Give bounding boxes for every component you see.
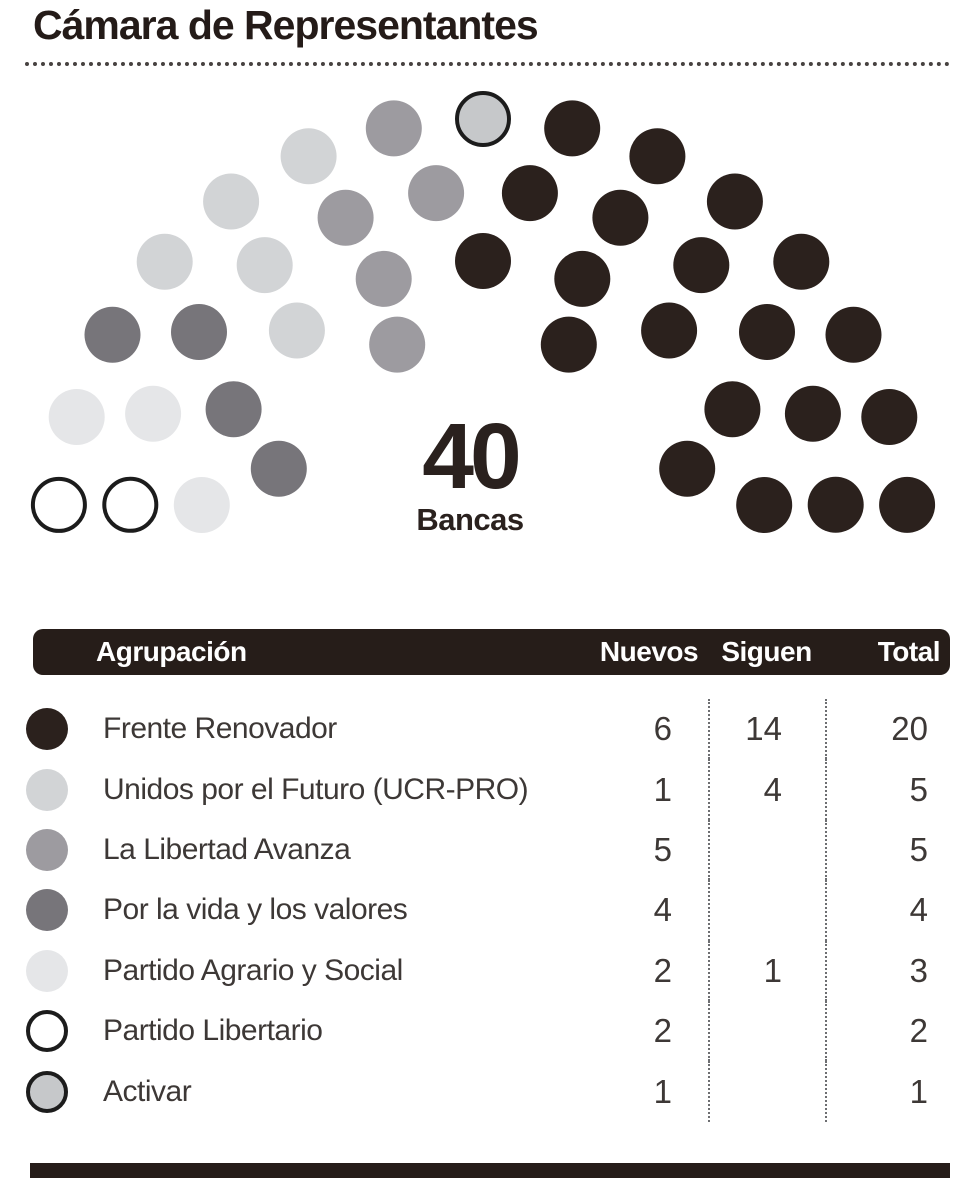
page-title: Cámara de Representantes bbox=[33, 2, 538, 48]
seat-agrario bbox=[49, 389, 105, 445]
value-siguen bbox=[708, 880, 825, 940]
seat-lla bbox=[356, 251, 412, 307]
seat-lla bbox=[318, 190, 374, 246]
seat-ucr_pro bbox=[281, 128, 337, 184]
value-total: 5 bbox=[825, 820, 950, 880]
seat-ucr_pro bbox=[137, 234, 193, 290]
table-row-ucr_pro bbox=[26, 759, 950, 819]
party-table bbox=[26, 629, 950, 1122]
table-header bbox=[33, 629, 950, 675]
total-seats-label bbox=[416, 404, 524, 538]
party-name: Partido Libertario bbox=[103, 1014, 323, 1048]
seat-por_la_vida bbox=[85, 307, 141, 363]
seat-por_la_vida bbox=[251, 441, 307, 497]
legend-dot-frente bbox=[26, 708, 68, 750]
seat-frente bbox=[826, 307, 882, 363]
party-name: Activar bbox=[103, 1074, 192, 1108]
header-agrupacion: Agrupación bbox=[96, 636, 247, 667]
seat-agrario bbox=[174, 477, 230, 533]
value-siguen: 4 bbox=[708, 759, 825, 819]
seat-frente bbox=[592, 190, 648, 246]
party-name: Por la vida y los valores bbox=[103, 893, 408, 927]
party-name: La Libertad Avanza bbox=[103, 832, 351, 866]
table-row-lla bbox=[26, 820, 950, 880]
party-name: Frente Renovador bbox=[103, 712, 337, 746]
value-nuevos: 1 bbox=[653, 770, 672, 808]
seat-ucr_pro bbox=[203, 174, 259, 230]
value-nuevos: 4 bbox=[653, 891, 672, 929]
seat-ucr_pro bbox=[269, 303, 325, 359]
seat-lla bbox=[369, 317, 425, 373]
seat-frente bbox=[879, 477, 935, 533]
value-siguen bbox=[708, 1061, 825, 1121]
table-row-activar bbox=[26, 1061, 950, 1121]
party-name: Partido Agrario y Social bbox=[103, 953, 403, 987]
seat-frente bbox=[808, 477, 864, 533]
seat-activar bbox=[457, 93, 509, 145]
header-total: Total bbox=[877, 636, 940, 667]
seat-frente bbox=[673, 237, 729, 293]
header-siguen: Siguen bbox=[721, 636, 812, 667]
table-row-por_la_vida bbox=[26, 880, 950, 940]
value-siguen: 1 bbox=[708, 941, 825, 1001]
party-name: Unidos por el Futuro (UCR-PRO) bbox=[103, 772, 529, 806]
header-nuevos: Nuevos bbox=[599, 636, 699, 667]
table-row-frente bbox=[26, 699, 950, 759]
seat-frente bbox=[554, 251, 610, 307]
bottom-rule bbox=[30, 1163, 950, 1178]
seat-frente bbox=[659, 441, 715, 497]
value-total: 3 bbox=[825, 941, 950, 1001]
seat-frente bbox=[704, 381, 760, 437]
seat-frente bbox=[544, 100, 600, 156]
value-total: 4 bbox=[825, 880, 950, 940]
value-nuevos: 2 bbox=[653, 951, 672, 989]
value-nuevos: 1 bbox=[653, 1072, 672, 1110]
value-total: 5 bbox=[825, 759, 950, 819]
total-seats-number: 40 bbox=[422, 404, 518, 508]
value-nuevos: 5 bbox=[653, 830, 672, 868]
table-row-libertario bbox=[26, 1001, 950, 1061]
value-nuevos: 2 bbox=[653, 1012, 672, 1050]
legend-dot-libertario bbox=[26, 1010, 68, 1052]
table-row-agrario bbox=[26, 941, 950, 1001]
seat-frente bbox=[541, 317, 597, 373]
seat-lla bbox=[408, 165, 464, 221]
seat-frente bbox=[861, 389, 917, 445]
legend-dot-agrario bbox=[26, 950, 68, 992]
legend-dot-por_la_vida bbox=[26, 889, 68, 931]
value-total: 20 bbox=[825, 699, 950, 759]
seat-lla bbox=[366, 100, 422, 156]
seat-ucr_pro bbox=[237, 237, 293, 293]
seat-frente bbox=[502, 165, 558, 221]
seat-frente bbox=[629, 128, 685, 184]
seat-frente bbox=[641, 303, 697, 359]
legend-dot-lla bbox=[26, 829, 68, 871]
seat-por_la_vida bbox=[206, 381, 262, 437]
seat-libertario bbox=[104, 479, 156, 531]
seat-libertario bbox=[33, 479, 85, 531]
seat-frente bbox=[739, 304, 795, 360]
total-seats-caption: Bancas bbox=[416, 501, 524, 537]
legend-dot-ucr_pro bbox=[26, 769, 68, 811]
value-nuevos: 6 bbox=[653, 710, 672, 748]
value-total: 2 bbox=[825, 1001, 950, 1061]
seat-agrario bbox=[125, 386, 181, 442]
table-body bbox=[26, 699, 950, 1122]
legend-dot-activar bbox=[26, 1071, 68, 1113]
seat-frente bbox=[455, 233, 511, 289]
value-total: 1 bbox=[825, 1061, 950, 1121]
seat-frente bbox=[736, 477, 792, 533]
seat-frente bbox=[707, 174, 763, 230]
value-siguen: 14 bbox=[708, 699, 825, 759]
seat-frente bbox=[773, 234, 829, 290]
seat-por_la_vida bbox=[171, 304, 227, 360]
seat-frente bbox=[785, 386, 841, 442]
value-siguen bbox=[708, 1001, 825, 1061]
value-siguen bbox=[708, 820, 825, 880]
